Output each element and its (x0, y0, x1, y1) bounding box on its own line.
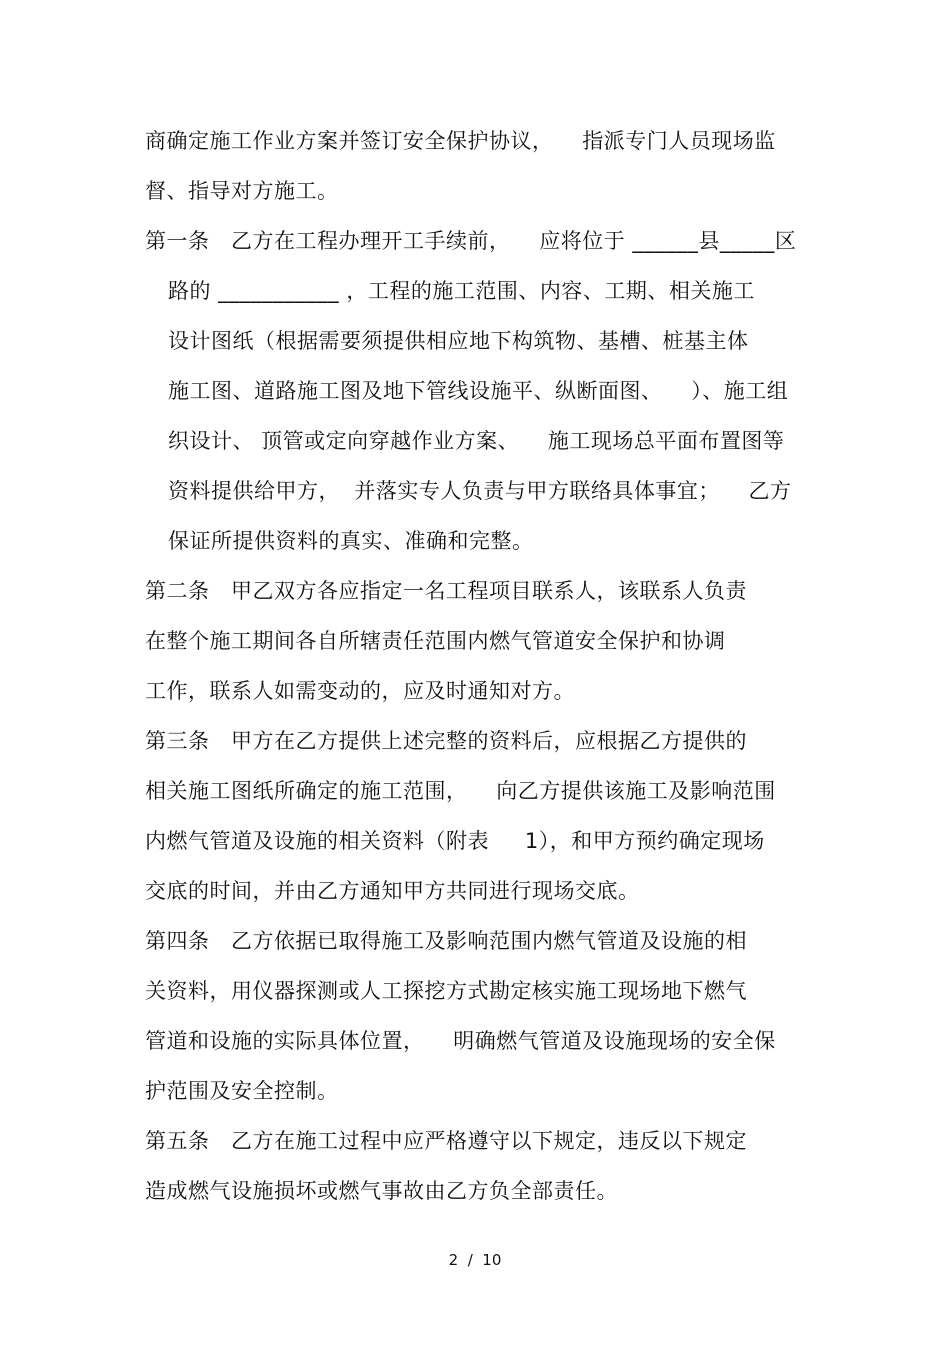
article-4-line-2: 关资料，用仪器探测或人工探挖方式勘定核实施工现场地下燃气 (145, 979, 747, 1003)
article-5-line-1: 第五条 乙方在施工过程中应严格遵守以下规定，违反以下规定 (145, 1129, 748, 1153)
text-line-2: 督、指导对方施工。 (145, 179, 339, 203)
article-4-line-1: 第四条 乙方依据已取得施工及影响范围内燃气管道及设施的相 (145, 929, 748, 953)
article-2-line-2: 在整个施工期间各自所辖责任范围内燃气管道安全保护和协调 (145, 629, 726, 653)
article-1-line-7: 保证所提供资料的真实、准确和完整。 (168, 529, 534, 553)
article-1-line-5: 织设计、 顶管或定向穿越作业方案、 施工现场总平面布置图等 (168, 429, 785, 453)
article-3-line-4: 交底的时间，并由乙方通知甲方共同进行现场交底。 (145, 879, 640, 903)
article-1-line-6: 资料提供给甲方， 并落实专人负责与甲方联络具体事宜； 乙方 (168, 479, 792, 503)
article-1-line-4: 施工图、道路施工图及地下管线设施平、纵断面图、 ）、施工组 (168, 379, 789, 403)
article-2-line-3: 工作，联系人如需变动的，应及时通知对方。 (145, 679, 575, 703)
article-5-line-2: 造成燃气设施损坏或燃气事故由乙方负全部责任。 (145, 1179, 618, 1203)
article-3-line-1: 第三条 甲方在乙方提供上述完整的资料后，应根据乙方提供的 (145, 729, 748, 753)
page-number: 2 / 10 (448, 1251, 502, 1269)
article-3-line-2: 相关施工图纸所确定的施工范围， 向乙方提供该施工及影响范围 (145, 779, 776, 803)
article-1-line-2: 路的 ___________ ，工程的施工范围、内容、工期、相关施工 (168, 279, 755, 303)
article-2-line-1: 第二条 甲乙双方各应指定一名工程项目联系人，该联系人负责 (145, 579, 748, 603)
article-4-line-4: 护范围及安全控制。 (145, 1079, 339, 1103)
article-4-line-3: 管道和设施的实际具体位置， 明确燃气管道及设施现场的安全保 (145, 1029, 776, 1053)
article-1-line-3: 设计图纸（根据需要须提供相应地下构筑物、基槽、桩基主体 (168, 329, 749, 353)
text-line-1: 商确定施工作业方案并签订安全保护协议， 指派专门人员现场监 (145, 129, 776, 153)
article-1-line-1: 第一条 乙方在工程办理开工手续前， 应将位于 ______县_____区 (145, 229, 797, 253)
article-3-line-3: 内燃气管道及设施的相关资料（附表 1），和甲方预约确定现场 (145, 829, 765, 853)
